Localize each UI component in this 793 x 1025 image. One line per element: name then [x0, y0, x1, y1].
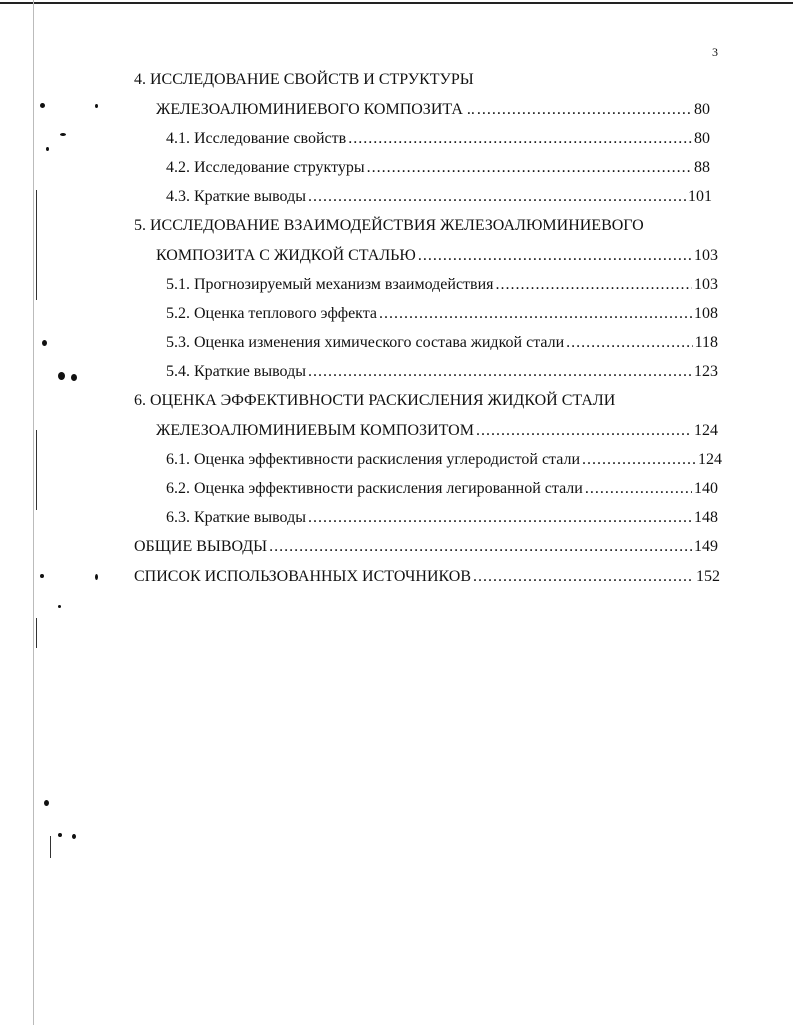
- chapter-6-heading: 6. ОЦЕНКА ЭФФЕКТИВНОСТИ РАСКИСЛЕНИЯ ЖИДКОЙ СТАЛИ: [134, 392, 616, 409]
- toc-entry-6-1: [166, 449, 722, 471]
- scan-speck: [71, 374, 77, 381]
- chapter-6-heading-continued: [156, 420, 718, 442]
- scan-streak: [36, 190, 37, 300]
- scan-speck: [40, 103, 45, 108]
- scan-speck: [58, 833, 62, 837]
- scan-speck: [44, 800, 49, 806]
- chapter-4-title: ЖЕЛЕЗОАЛЮМИНИЕВОГО КОМПОЗИТА ..: [156, 101, 475, 118]
- entry-page: 80: [694, 130, 710, 147]
- leader-dots: [308, 361, 692, 383]
- entry-title: 5.1. Прогнозируемый механизм взаимодействия: [166, 276, 494, 293]
- toc-entry-6-2: [166, 478, 718, 500]
- toc-entry-references: [134, 566, 720, 588]
- chapter-4-heading: 4. ИССЛЕДОВАНИЕ СВОЙСТВ И СТРУКТУРЫ: [134, 71, 474, 88]
- entry-page: 140: [694, 480, 718, 497]
- chapter-4-page: 80: [694, 101, 710, 118]
- entry-title: 5.4. Краткие выводы: [166, 363, 306, 380]
- chapter-5-heading-continued: [156, 245, 718, 267]
- scan-speck: [58, 605, 61, 608]
- toc-entry-5-3: [166, 332, 718, 354]
- entry-page: 123: [694, 363, 718, 380]
- entry-page: 103: [694, 276, 718, 293]
- leader-dots: [379, 303, 692, 325]
- entry-title: 5.3. Оценка изменения химического состава жидкой стали: [166, 334, 565, 351]
- scan-speck: [72, 834, 76, 839]
- entry-page: 118: [694, 334, 718, 351]
- scan-streak: [36, 430, 37, 510]
- chapter-5-title: КОМПОЗИТА С ЖИДКОЙ СТАЛЬЮ: [156, 247, 416, 264]
- entry-page: 101: [688, 188, 712, 205]
- page-number: 3: [712, 45, 718, 59]
- entry-page: 88: [694, 159, 710, 176]
- scan-speck: [95, 104, 98, 108]
- leader-dots: [582, 449, 696, 471]
- leader-dots: [566, 332, 692, 354]
- entry-title: 6.2. Оценка эффективности раскисления легированной стали: [166, 480, 583, 497]
- leader-dots: [308, 507, 692, 529]
- entry-title: СПИСОК ИСПОЛЬЗОВАННЫХ ИСТОЧНИКОВ: [134, 568, 472, 585]
- leader-dots: [348, 128, 692, 150]
- entry-title: 4.2. Исследование структуры: [166, 159, 365, 176]
- leader-dots: [477, 99, 692, 121]
- scan-speck: [40, 574, 44, 578]
- entry-page: 124: [698, 451, 722, 468]
- scan-streak: [50, 836, 51, 858]
- scan-speck: [58, 372, 65, 380]
- entry-title: 6.1. Оценка эффективности раскисления углеродистой стали: [166, 451, 581, 468]
- toc-entry-general-conclusions: [134, 536, 718, 558]
- entry-title: 5.2. Оценка теплового эффекта: [166, 305, 378, 322]
- scan-speck: [95, 574, 98, 580]
- toc-entry-4-2: [166, 157, 710, 179]
- chapter-6-title: ЖЕЛЕЗОАЛЮМИНИЕВЫМ КОМПОЗИТОМ: [156, 422, 474, 439]
- entry-page: 108: [694, 305, 718, 322]
- entry-title: 6.3. Краткие выводы: [166, 509, 306, 526]
- leader-dots: [418, 245, 692, 267]
- toc-entry-4-3: [166, 186, 712, 208]
- scan-left-border: [33, 0, 34, 1025]
- leader-dots: [585, 478, 692, 500]
- scan-speck: [46, 147, 49, 151]
- leader-dots: [476, 420, 692, 442]
- toc-entry-6-3: [166, 507, 718, 529]
- scan-streak: [36, 618, 37, 648]
- entry-page: 149: [694, 538, 718, 555]
- leader-dots: [308, 186, 686, 208]
- entry-title: 4.3. Краткие выводы: [166, 188, 306, 205]
- leader-dots: [496, 274, 692, 296]
- chapter-5-heading: 5. ИССЛЕДОВАНИЕ ВЗАИМОДЕЙСТВИЯ ЖЕЛЕЗОАЛЮМИНИЕВОГО: [134, 217, 644, 234]
- entry-title: ОБЩИЕ ВЫВОДЫ: [134, 538, 268, 555]
- leader-dots: [269, 536, 692, 558]
- toc-entry-5-2: [166, 303, 718, 325]
- entry-page: 152: [696, 568, 720, 585]
- entry-title: 4.1. Исследование свойств: [166, 130, 347, 147]
- toc-entry-5-4: [166, 361, 718, 383]
- leader-dots: [367, 157, 692, 179]
- leader-dots: [473, 566, 694, 588]
- toc-entry-5-1: [166, 274, 718, 296]
- chapter-4-heading-continued: [156, 99, 710, 121]
- toc-entry-4-1: [166, 128, 710, 150]
- scan-speck: [60, 133, 66, 136]
- chapter-5-page: 103: [694, 247, 718, 264]
- chapter-6-page: 124: [694, 422, 718, 439]
- scan-speck: [42, 340, 47, 346]
- scan-top-border: [0, 2, 793, 4]
- entry-page: 148: [694, 509, 718, 526]
